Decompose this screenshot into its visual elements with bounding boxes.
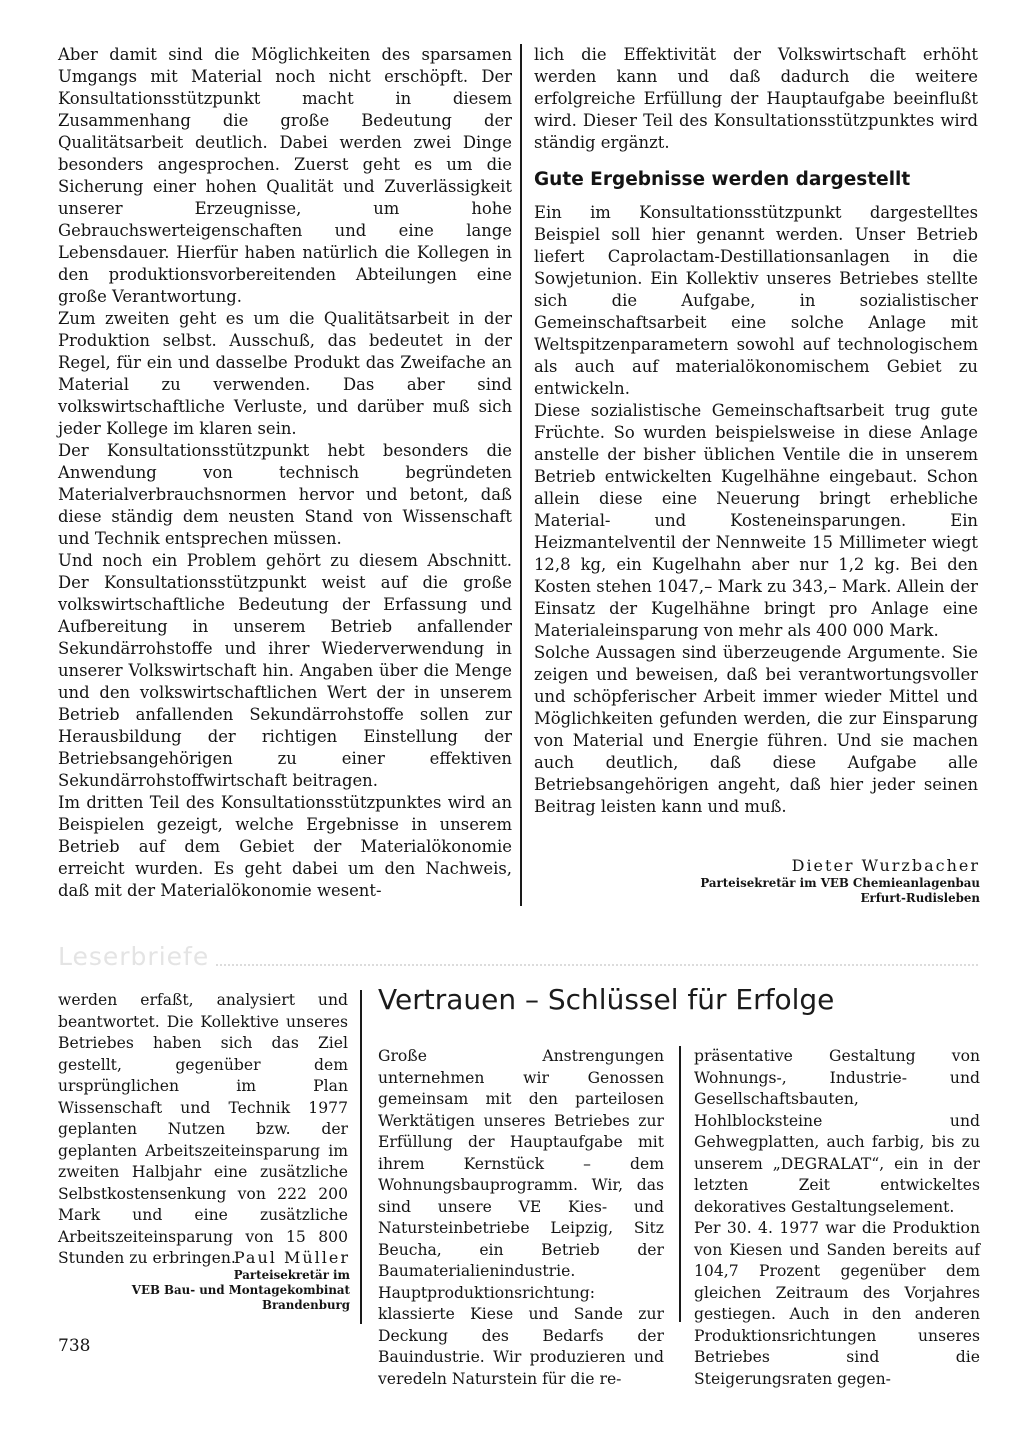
author-signature	[560, 856, 980, 906]
page-number: 738	[58, 1336, 91, 1356]
paragraph: lich die Effektivität der Volkswirtschaft erhöht werden kann und daß dadurch die weitere erfolgreiche Erfüllung der Hauptaufgabe beeinflußt wird. Dieser Teil des Konsultationsstützpunktes wird ständig ergänzt.	[534, 45, 978, 152]
column-divider	[520, 44, 522, 906]
paragraph: Solche Aussagen sind überzeugende Argumente. Sie zeigen und beweisen, daß bei verantwortungsvoller und schöpferischer Arbeit immer wieder Mittel und Möglichkeiten gefunden werden, die zur Einsparung von Material und Energie führen. Und sie machen auch deutlich, daß diese Aufgabe alle Betriebsangehörigen angeht, daß hier jeder seinen Beitrag leisten kann und muß.	[534, 643, 978, 816]
paragraph: Aber damit sind die Möglichkeiten des sparsamen Umgangs mit Material noch nicht erschöpft. Der Konsultationsstützpunkt macht in diesem Zusammenhang die große Bedeutung der Qualitätsarbeit deutlich. Dabei werden zwei Dinge besonders angesprochen. Zuerst geht es um die Sicherung einer hohen Qualität und Zuverlässigkeit unserer Erzeugnisse, um hohe Gebrauchswerteigenschaften und eine lange Lebensdauer. Hierfür haben natürlich die Kollegen in den produktionsvorbereitenden Abteilungen eine große Verantwortung.	[58, 45, 512, 306]
letter-column-middle	[378, 1046, 664, 1390]
paragraph: Im dritten Teil des Konsultationsstützpunktes wird an Beispielen gezeigt, welche Ergebnisse in unserem Betrieb auf dem Gebiet der Materialökonomie erreicht wurden. Es geht dabei um den Nachweis, daß mit der Materialökonomie wesent-	[58, 793, 512, 900]
section-label: Leserbriefe	[58, 942, 210, 971]
paragraph: Per 30. 4. 1977 war die Produktion von Kiesen und Sanden bereits auf 104,7 Prozent gegenüber dem gleichen Zeitraum des Vorjahres gestiegen. Auch in den anderen Produktionsrichtungen unseres Betriebes sind die Steigerungsraten gegen-	[694, 1219, 980, 1388]
author-role: Parteisekretär im VEB Chemieanlagenbau	[700, 876, 980, 890]
paragraph: Der Konsultationsstützpunkt hebt besonders die Anwendung von technisch begründeten Materialverbrauchsnormen hervor und betont, daß diese ständig dem neusten Stand von Wissenschaft und Technik entsprechen müssen.	[58, 441, 512, 548]
paragraph: Große Anstrengungen unternehmen wir Genossen gemeinsam mit den parteilosen Werktätigen unseres Betriebes zur Erfüllung der Hauptaufgabe mit ihrem Kernstück – dem Wohnungsbauprogramm. Wir, das sind unsere VE Kies- und Natursteinbetriebe Leipzig, Sitz Beucha, ein Betrieb der Baumaterialienindustrie. Hauptproduktionsrichtung: klassierte Kiese und Sande zur Deckung des Bedarfs der Bauindustrie. Wir produzieren und veredeln Naturstein für die re-	[378, 1047, 664, 1388]
paragraph: werden erfaßt, analysiert und beantwortet. Die Kollektive unseres Betriebes haben sich das Ziel gestellt, gegenüber dem ursprünglichen im Plan Wissenschaft und Technik 1977 geplanten Nutzen bzw. der geplanten Arbeitszeiteinsparung im zweiten Halbjahr eine zusätzliche Selbstkostensenkung von 222 200 Mark und eine zusätzliche Arbeitszeiteinsparung von 15 800 Stunden zu erbringen.	[58, 991, 348, 1267]
paragraph: Und noch ein Problem gehört zu diesem Abschnitt. Der Konsultationsstützpunkt weist auf die große volkswirtschaftliche Bedeutung der Erfassung und Aufbereitung in unserem Betrieb anfallender Sekundärrohstoffe und ihrer Wiederverwendung in unserer Volkswirtschaft hin. Angaben über die Menge und den volkswirtschaftlichen Wert der in unserem Betrieb anfallenden Sekundärrohstoffe sollen zur Herausbildung der richtigen Einstellung der Betriebsangehörigen zu einer effektiven Sekundärrohstoffwirtschaft beitragen.	[58, 551, 512, 790]
author-location: Brandenburg	[261, 1298, 350, 1312]
subheading: Gute Ergebnisse werden dargestellt	[534, 169, 911, 190]
author-role: Parteisekretär im	[233, 1268, 350, 1282]
letter-column-left	[58, 990, 348, 1270]
paragraph: Zum zweiten geht es um die Qualitätsarbeit in der Produktion selbst. Ausschuß, das bedeutet in der Regel, für ein und dasselbe Produkt das Zweifache an Material zu verwenden. Das aber sind volkswirtschaftliche Verluste, und darüber muß sich jeder Kollege im klaren sein.	[58, 309, 512, 438]
author-name: Dieter Wurzbacher	[791, 856, 980, 875]
column-divider	[360, 990, 362, 1324]
paragraph: präsentative Gestaltung von Wohnungs-, Industrie- und Gesellschaftsbauten, Hohlblocksteine und Gehwegplatten, auch farbig, bis zu unserem „DEGRALAT“, ein in der letzten Zeit entwickeltes dekoratives Gestaltungselement.	[694, 1047, 980, 1216]
letter-signature	[58, 1248, 350, 1313]
section-divider	[216, 964, 978, 966]
column-divider	[679, 1046, 681, 1322]
letter-headline: Vertrauen – Schlüssel für Erfolge	[378, 983, 835, 1016]
author-organization: VEB Bau- und Montagekombinat	[131, 1283, 350, 1297]
author-location: Erfurt-Rudisleben	[860, 891, 980, 905]
article-column-top-right	[534, 44, 978, 818]
paragraph: Ein im Konsultationsstützpunkt dargestelltes Beispiel soll hier genannt werden. Unser Betrieb liefert Caprolactam-Destillationsanlagen in die Sowjetunion. Ein Kollektiv unseres Betriebes stellte sich die Aufgabe, in sozialistischer Gemeinschaftsarbeit eine solche Anlage mit Weltspitzenparametern sowohl auf technologischem als auch auf materialökonomischem Gebiet zu entwickeln.	[534, 203, 978, 398]
letter-column-right	[694, 1046, 980, 1390]
paragraph: Diese sozialistische Gemeinschaftsarbeit trug gute Früchte. So wurden beispielsweise in diese Anlage anstelle der bisher üblichen Ventile die in unserem Betrieb entwickelten Kugelhähne eingebaut. Schon allein diese eine Neuerung bringt erhebliche Material- und Kosteneinsparungen. Ein Heizmantelventil der Nennweite 15 Millimeter wiegt 12,8 kg, ein Kugelhahn aber nur 1,2 kg. Bei den Kosten stehen 1047,– Mark zu 343,– Mark. Allein der Einsatz der Kugelhähne bringt pro Anlage eine Materialeinsparung von mehr als 400 000 Mark.	[534, 401, 978, 640]
author-name: Paul Müller	[233, 1248, 350, 1267]
article-column-top-left	[58, 44, 512, 902]
